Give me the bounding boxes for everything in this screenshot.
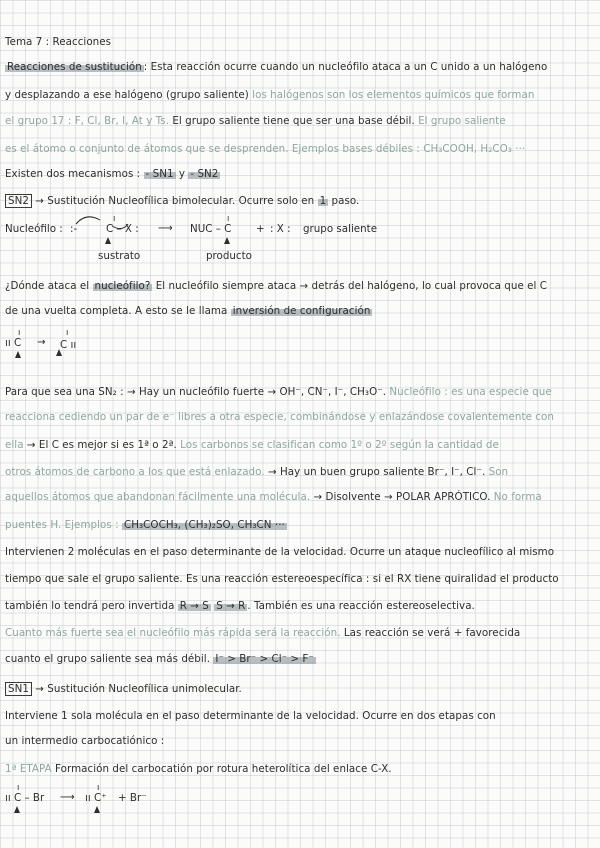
text: y desplazando a ese halógeno (grupo saliente) [5, 89, 249, 101]
text: un intermedio carbocatiónico : [5, 735, 165, 747]
grey-note: Son [485, 466, 509, 478]
text: → Hay un buen grupo saliente Br⁻, I⁻, Cl⁻. [264, 466, 486, 478]
highlight: R → S [179, 600, 209, 612]
stage-reactant: ıı C – Br [5, 792, 45, 804]
wedge-bond [14, 806, 20, 813]
text: tiempo que sale el grupo saliente. Es una reacción estereoespecífica : si el RX tiene quiralidad el producto [5, 573, 559, 585]
sn2-heading [5, 195, 359, 208]
text-line [5, 627, 520, 640]
grey-note: es el átomo o conjunto de átomos que se desprenden. Ejemplos bases débiles : [5, 143, 420, 155]
plus-sign: + [256, 223, 265, 235]
text-line [5, 305, 372, 318]
text: El nucleófilo siempre ataca → detrás del halógeno, lo cual provoca que el C [152, 280, 548, 292]
inversion-arrow: → [37, 336, 46, 348]
text: paso. [328, 195, 360, 207]
wedge-bond [224, 237, 230, 244]
text-line [5, 546, 554, 559]
highlight: Reacciones de sustitución [7, 61, 142, 73]
text: : Esta reacción ocurre cuando un nucleófilo ataca a un C unido a un halógeno [143, 61, 548, 73]
grey-note: puentes H. Ejemplos : [5, 519, 119, 531]
substrate-label: sustrato [98, 250, 141, 262]
text-line [5, 280, 547, 293]
page-title: Tema 7 : Reacciones [5, 36, 112, 48]
wedge-bond [15, 351, 21, 358]
text-line [5, 386, 552, 399]
grey-note: otros átomos de carbono a los que está enlazado. [5, 466, 265, 478]
text-line [5, 89, 534, 102]
bromide-ion: + Br⁻ [118, 792, 147, 804]
substituent-mark: ı [17, 783, 20, 793]
text: → Disolvente → POLAR APRÓTICO. [310, 491, 491, 503]
text: → El C es mejor si es 1ª o 2ª. [23, 439, 177, 451]
text: ¿Dónde ataca el [5, 280, 90, 292]
attack-arrow [70, 210, 130, 230]
text: Las reacción se verá + favorecida [340, 627, 521, 639]
grey-note: el grupo 17 : F, Cl, Br, I, At y Ts. [5, 115, 170, 127]
grey-note: reacciona cediendo un par de e⁻ libres a otra especie, combinándose y enlazándose covalentemente con [5, 411, 554, 423]
substituent-mark: ı [113, 214, 116, 224]
nucleophile-label: Nucleófilo : [5, 223, 63, 235]
wedge-bond [56, 349, 62, 356]
text: cuanto el grupo saliente sea más débil. [5, 653, 211, 665]
boxed-label: SN2 [5, 194, 32, 208]
inversion-right: C ıı [60, 339, 77, 351]
grey-note: Nucleófilo : es una especie que [386, 386, 552, 398]
highlight: CH₃COCH₃, (CH₃)₂SO, CH₃CN ··· [123, 519, 285, 531]
text: → Sustitución Nucleofílica unimolecular. [31, 683, 242, 695]
grey-note: No forma [490, 491, 542, 503]
text-line [5, 115, 506, 128]
text: y [175, 168, 189, 180]
text: → Sustitución Nucleofílica bimolecular. Ocurre solo en [35, 195, 315, 207]
highlight: inversión de configuración [232, 305, 371, 317]
text-line [5, 143, 525, 156]
text-line [5, 411, 554, 424]
text-line [5, 653, 316, 666]
grey-note: aquellos átomos que abandonan fácilmente una molécula. [5, 491, 311, 503]
text: Interviene 1 sola molécula en el paso determinante de la velocidad. Ocurre en dos etapas con [5, 710, 496, 722]
highlight: - SN2 [190, 168, 219, 180]
grey-note: 1ª ETAPA [5, 763, 52, 775]
text-line [5, 735, 164, 748]
grey-note: ella [5, 439, 24, 451]
grey-note: los halógenos son los elementos químicos que forman [248, 89, 535, 101]
text-line [5, 710, 496, 723]
text-line [5, 466, 508, 479]
stage-arrow: ⟶ [60, 791, 75, 803]
substituent-mark: ı [227, 214, 230, 224]
wedge-bond [94, 806, 100, 813]
text: también lo tendrá pero invertida [5, 600, 175, 612]
reaction-arrow: ⟶ [158, 222, 173, 234]
product-label: producto [206, 250, 252, 262]
inversion-left: ıı C [5, 337, 22, 349]
highlight: I⁻ > Br⁻ > Cl⁻ > F⁻ [215, 653, 314, 665]
text: Intervienen 2 moléculas en el paso determinante de la velocidad. Ocurre un ataque nucleofílico al mismo [5, 546, 555, 558]
highlight: S → R [216, 600, 246, 612]
product-formula: NUC – C [190, 223, 232, 235]
substituent-mark: ı [97, 783, 100, 793]
text: Formación del carbocatión por rotura heterolítica del enlace C-X. [51, 763, 392, 775]
text: de una vuelta completa. A esto se le llama [5, 305, 228, 317]
wedge-bond [105, 237, 111, 244]
highlight: nucleófilo? [94, 280, 151, 292]
carbocation: ıı C⁺ [85, 792, 107, 804]
leaving-ion: : X : [270, 223, 291, 235]
text-line [5, 168, 220, 181]
text: . También es una reacción estereoselectiva. [247, 600, 475, 612]
substituent-mark: ı [66, 328, 69, 338]
highlight: - SN1 [145, 168, 174, 180]
text-line [5, 519, 287, 532]
grey-note: Los carbonos se clasifican como 1º o 2º según la cantidad de [176, 439, 499, 451]
text-line [5, 491, 542, 504]
grey-note: El grupo saliente [414, 115, 506, 127]
substrate-formula: C – X : [106, 223, 139, 235]
nucleophile-symbol: :- [70, 223, 78, 235]
boxed-label: SN1 [5, 682, 32, 696]
text-line [5, 763, 392, 776]
text: Para que sea una SN₂ : → Hay un nucleófilo fuerte → OH⁻, CN⁻, I⁻, CH₃O⁻. [5, 386, 387, 398]
text: Existen dos mecanismos : [5, 168, 141, 180]
grey-note: CH₃COOH, H₂CO₃ ··· [419, 143, 526, 155]
sn1-heading [5, 683, 242, 696]
text-line [5, 600, 475, 613]
text-line [5, 439, 499, 452]
substituent-mark: ı [18, 328, 21, 338]
text: El grupo saliente tiene que ser una base débil. [169, 115, 415, 127]
text-line [5, 61, 547, 74]
grey-note: Cuanto más fuerte sea el nucleófilo más rápida será la reacción. [5, 627, 341, 639]
highlight: 1 [319, 195, 327, 207]
text-line [5, 573, 559, 586]
leaving-group-label: grupo saliente [303, 223, 378, 235]
